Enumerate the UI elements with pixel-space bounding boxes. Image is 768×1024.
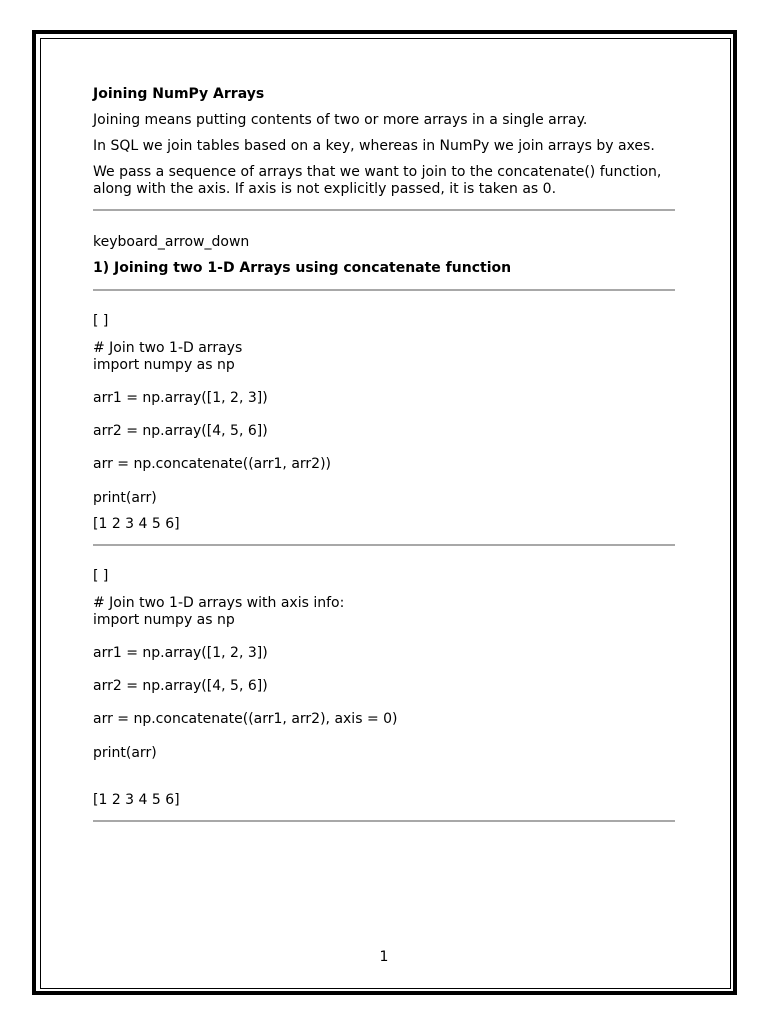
divider <box>93 820 675 822</box>
document-body <box>93 86 675 822</box>
page-number: 1 <box>379 949 389 965</box>
code-line: arr = np.concatenate((arr1, arr2)) <box>93 456 332 472</box>
cell-output: [1 2 3 4 5 6] <box>93 792 180 808</box>
cell-output: [1 2 3 4 5 6] <box>93 516 180 532</box>
code-line: # Join two 1-D arrays <box>93 340 243 356</box>
code-line: import numpy as np <box>93 357 235 373</box>
intro-paragraph-1: Joining means putting contents of two or more arrays in a single array. <box>93 112 588 128</box>
document-title: Joining NumPy Arrays <box>93 86 265 102</box>
code-line: print(arr) <box>93 490 157 506</box>
keyboard-arrow-down-icon[interactable]: keyboard_arrow_down <box>93 234 250 250</box>
code-line: arr1 = np.array([1, 2, 3]) <box>93 390 268 406</box>
code-line: arr2 = np.array([4, 5, 6]) <box>93 678 268 694</box>
code-line: arr1 = np.array([1, 2, 3]) <box>93 645 268 661</box>
run-cell-button[interactable]: [ ] <box>93 313 109 329</box>
code-line: arr2 = np.array([4, 5, 6]) <box>93 423 268 439</box>
intro-paragraph-3: We pass a sequence of arrays that we want to join to the concatenate() function, along with the axis. If axis is not explicitly passed, it is taken as 0. <box>93 164 662 197</box>
intro-paragraph-2: In SQL we join tables based on a key, whereas in NumPy we join arrays by axes. <box>93 138 655 154</box>
run-cell-button[interactable]: [ ] <box>93 568 109 584</box>
code-line: print(arr) <box>93 745 157 761</box>
code-line: # Join two 1-D arrays with axis info: <box>93 595 345 611</box>
section-heading: 1) Joining two 1-D Arrays using concatenate function <box>93 260 512 276</box>
code-line: import numpy as np <box>93 612 235 628</box>
code-line: arr = np.concatenate((arr1, arr2), axis = 0) <box>93 711 398 727</box>
